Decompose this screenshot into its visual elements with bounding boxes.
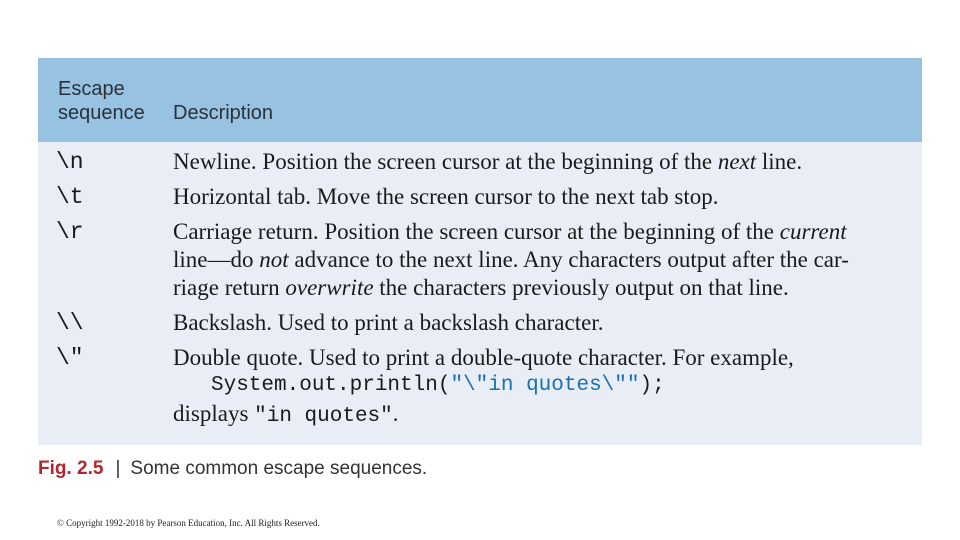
description-text: Newline. Position the screen cursor at the beginning of the bbox=[173, 149, 718, 174]
escape-code: \r bbox=[56, 219, 84, 245]
caption-text: Some common escape sequences. bbox=[130, 458, 428, 479]
code-text: System.out.println( bbox=[211, 374, 451, 397]
header-description: Description bbox=[173, 102, 274, 124]
escape-description bbox=[173, 148, 913, 176]
escape-code: \t bbox=[56, 184, 84, 210]
figure-caption bbox=[38, 457, 427, 481]
emphasis-text: next bbox=[717, 149, 757, 174]
emphasis-text: not bbox=[259, 247, 289, 272]
description-line bbox=[173, 274, 913, 302]
escape-code: \\ bbox=[56, 310, 84, 336]
description-line: Double quote. Used to print a double-quote character. For example, bbox=[173, 345, 794, 370]
escape-description bbox=[173, 344, 913, 431]
caption-separator: | bbox=[115, 458, 121, 479]
output-text: "in quotes" bbox=[254, 405, 393, 428]
description-text: riage return bbox=[173, 275, 286, 300]
description-text: Carriage return. Position the screen cursor at the beginning of the bbox=[173, 219, 780, 244]
table-header bbox=[38, 58, 922, 142]
escape-description: Backslash. Used to print a backslash character. bbox=[173, 310, 604, 335]
description-text: advance to the next line. Any characters output after the car- bbox=[288, 247, 849, 272]
description-line bbox=[173, 218, 913, 246]
escape-description bbox=[173, 218, 913, 302]
emphasis-text: current bbox=[779, 219, 847, 244]
escape-code: \n bbox=[56, 149, 84, 175]
header-escape-sequence: Escape sequence bbox=[58, 78, 145, 124]
description-line bbox=[173, 400, 913, 431]
description-text: the characters previously output on that line. bbox=[373, 275, 789, 300]
emphasis-text: overwrite bbox=[285, 275, 374, 300]
description-text: line—do bbox=[173, 247, 260, 272]
description-text: line. bbox=[756, 149, 803, 174]
escape-sequence-table bbox=[38, 58, 922, 445]
escape-description: Horizontal tab. Move the screen cursor to the next tab stop. bbox=[173, 184, 719, 209]
code-text: ); bbox=[639, 374, 665, 397]
escape-code: \" bbox=[56, 345, 84, 371]
copyright-notice: © Copyright 1992-2018 by Pearson Education, Inc. All Rights Reserved. bbox=[57, 518, 320, 528]
description-line bbox=[173, 246, 913, 274]
code-example bbox=[173, 372, 913, 400]
code-string-literal: "\"in quotes\"" bbox=[450, 374, 640, 397]
figure-number: Fig. 2.5 bbox=[38, 458, 104, 479]
description-text: . bbox=[392, 401, 399, 426]
description-text: displays bbox=[173, 401, 255, 426]
